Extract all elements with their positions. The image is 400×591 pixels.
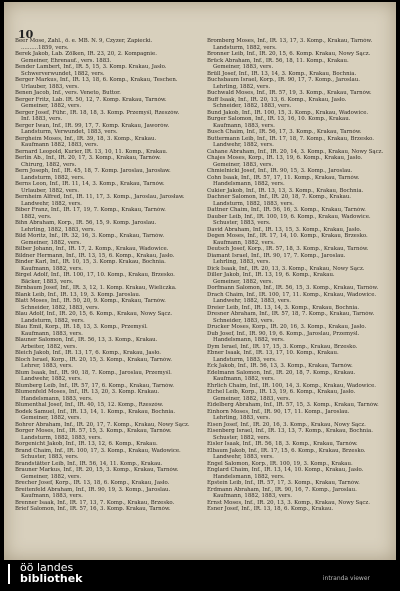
entry-line: Busch Chaim, Inf., IR. 56, 17, 3. Komp., Krakau, Tarnów. xyxy=(207,129,362,135)
entry-line: Schuster, 1883, vers. xyxy=(21,454,79,460)
entry-line: Kaufmann, 1882, 1883, vers. xyxy=(213,493,292,499)
page-number: 10 xyxy=(18,28,34,41)
entry-line: Blumberg Leib, Inf., IR. 57, 17, 6. Komp., Krakau, Tarnów. xyxy=(15,382,175,389)
entry-line: Lehrling, 1883, vers. xyxy=(213,415,271,421)
entry-line: Birgel Adolf, Inf., IR. 100, 17, 10. Komp., Krakau, Brzesko. xyxy=(15,272,175,278)
entry-line: Edelmann Salomon, Inf., IR. 20, 18, 7. Komp., Krakau. xyxy=(207,369,356,376)
entry-line: Gemeiner, 1882, vers. xyxy=(21,103,82,109)
entry-line: Bund Jakob, Inf., IR. 100, 15, 3. Komp., Krakau, Wadowice. xyxy=(207,109,369,116)
entry-line: Bohrer Abraham, Inf., IR. 20, 17, 7. Komp., Krakau, Nowy Sącz. xyxy=(15,421,190,428)
entry-line: Berlin Ab., Inf., IR. 20, 17, 3. Komp., Krakau, Tarnów. xyxy=(15,155,161,161)
entry-line: Binder Karl, Inf., IR. 10, 15, 3. Komp. Krakau, Bochnia. xyxy=(15,259,166,265)
entry-line: Dick Isaak, Inf., IR. 20, 13, 3. Komp., Krakau, Nowy Sącz. xyxy=(207,265,365,272)
entry-line: Lehrling, 1882, 1883, vers. xyxy=(21,226,96,233)
entry-line: Bernard Leopold, Kurier, IR. 13, 10, 11. Komp., Krakau. xyxy=(15,148,168,155)
entry-line: Landwehr, 1882, vers. xyxy=(21,376,82,382)
entry-line: Landsturm, 1883, vers. xyxy=(213,356,277,363)
entry-line: Blum Isaak, Inf., IR. 90, 18, 7. Komp., Jaroslau, Przemyśl. xyxy=(15,369,172,376)
entry-line: Blau Adolf, Inf., IR. 20, 15, 6. Komp., Krakau, Nowy Sącz. xyxy=(15,311,173,317)
entry-line: Dachner Salomon, Inf., IR. 20, 18, 7. Komp., Krakau. xyxy=(207,194,352,200)
entry-line: Esner Josef, Inf., IR. 13, 18, 6. Komp., Krakau. xyxy=(207,506,334,512)
entry-line: Cukier Jakob, Inf., IR. 13, 13, 3. Komp., Krakau, Bochnia. xyxy=(207,187,364,194)
entry-line: Landsturm, 1882, vers. xyxy=(213,44,277,51)
entry-line: Handelsmann, 1882, vers. xyxy=(213,473,285,480)
entry-line: Blumenthal Josef, Inf., IR. 40, 15, 12. Komp., Rzeszów. xyxy=(15,402,164,408)
entry-line: Biber Franz, Inf., IR. 17, 19, 7. Komp., Krakau, Tarnów. xyxy=(15,207,166,213)
entry-line: Brecher Josef, Korp., IR. 13, 18, 6. Komp., Krakau, Jasło. xyxy=(15,480,170,486)
entry-line: Bender Lambert, Inf., IR. 5, 15, 3. Komp. Krakau, Jasło. xyxy=(15,64,167,70)
entry-line: Berger Josef, Führ., IR. 18, 18, 3. Komp. Przemyśl, Rzeszów. xyxy=(15,109,180,116)
right-column xyxy=(207,38,387,513)
entry-line: Berger Iwan, Inf., IR. 99, 17, 7. Komp. Krakau, Jaworów. xyxy=(15,122,170,129)
entry-line: Drucker Moses, Korp., IR. 20, 16, 3. Komp., Krakau, Jasło. xyxy=(207,324,367,330)
entry-line: Bäcker, 1883, vers. xyxy=(21,278,74,285)
entry-line: Eisen Josef, Inf., IR. 20, 16, 3. Komp., Krakau, Nowy Sącz. xyxy=(207,421,366,428)
entry-line: Birnbaum Josef, Inf., IR. 3, 12, 1. Komp. Krakau, Wieliczka. xyxy=(15,285,177,291)
entry-line: David Abraham, Inf., IR. 13, 15, 3. Komp., Krakau, Jasło. xyxy=(207,226,362,233)
entry-line: Landwehr, 1882, vers. xyxy=(213,142,274,148)
entry-line: Kaufmann, 1883, vers. xyxy=(213,122,275,129)
logo-text-top: öö landes xyxy=(20,561,74,574)
entry-line: Cohn Isaak, Inf., IR. 57, 17, 11. Komp., Krakau, Tarnów. xyxy=(207,174,360,181)
entry-line: Landsturm, 1882, vers. xyxy=(21,317,85,324)
entry-line: Gemeiner, 1882, 1883, vers. xyxy=(213,395,291,402)
entry-line: Bernheim Alfred, Inf., IR. 11, 17, 3. Komp., Jaroslau, Jarosław. xyxy=(15,194,185,200)
entry-line: Einhorn Moses, Inf., IR. 90, 17, 11. Komp., Jaroslau. xyxy=(207,408,350,415)
entry-line: Beer Mose, Zahl., ö. e. MB. N. 9, Czyzer, Zapiecki. xyxy=(15,38,153,44)
entry-line: Lehrling, 1882, vers. xyxy=(213,83,271,90)
entry-line: Schneider, 1883, vers. xyxy=(213,317,275,324)
entry-line: Brauner Markus, Inf., IR. 20, 15, 3. Komp., Krakau, Tarnów. xyxy=(15,467,179,473)
entry-line: Brüll Josef, Inf., IR. 13, 14, 3. Komp., Krakau, Bochnia. xyxy=(207,70,357,77)
entry-line: Chmielnicki Josef, Inf., IR. 90, 15, 3. Komp., Jaroslau. xyxy=(207,168,353,174)
viewer-label[interactable]: intranda viewer xyxy=(322,575,370,582)
entry-line: Gemeiner, 1882, vers. xyxy=(21,239,82,246)
entry-line: Bilber Johann, Inf., IR. 17, 2. Komp., Krakau, Wadowice. xyxy=(15,246,169,252)
entry-line: Gemeiner, 1883, vers. xyxy=(213,161,274,168)
entry-line: Bleich Jakob, Inf., IR. 13, 17, 6. Komp., Krakau, Jasło. xyxy=(15,350,161,356)
entry-line: Ernst Moses, Inf., IR. 20, 13, 3. Komp., Krakau, Nowy Sącz. xyxy=(207,499,370,506)
entry-line: Bern Joseph, Inf., IR. 45, 18, 7. Komp. Jaroslau, Jarosław. xyxy=(15,168,171,174)
entry-line: Landwehr, 1883, vers. xyxy=(213,454,274,460)
entry-line: Brief Salomon, Inf., IR. 57, 16, 3. Komp. Krakau, Tarnów. xyxy=(15,506,171,512)
entry-line: Bloch Israel, Korp., IR. 20, 15, 3. Komp., Krakau, Tarnów. xyxy=(15,356,172,363)
entry-line: ..........1859, vers. xyxy=(21,44,69,51)
entry-line: Bildner Hermann, Inf., IR. 13, 15, 6. Komp., Krakau, Jasło. xyxy=(15,252,175,259)
entry-line: Brand Chaim, Inf., IR. 100, 17, 3. Komp., Krakau, Wadowice. xyxy=(15,447,181,454)
entry-line: Landwehr, 1882, vers. xyxy=(21,200,82,207)
entry-line: Landwehr, 1882, 1883, vers. xyxy=(213,298,291,304)
entry-line: Borgenicht Jakob, Inf., IR. 13, 12, 6. Komp., Krakau. xyxy=(15,441,158,447)
entry-line: Schneider, 1882, 1883, vers. xyxy=(213,103,292,109)
entry-line: Chirurg, 1882, vers. xyxy=(21,161,77,168)
entry-line: Schuster, 1883, vers. xyxy=(213,220,271,226)
entry-line: Dorfmann Salomon, Inf., IR. 56, 15, 3. Komp., Krakau, Tarnów. xyxy=(207,285,379,291)
entry-line: Gemeiner, 1882, vers. xyxy=(21,473,82,480)
entry-line: Epstein Leib, Inf., IR. 57, 17, 3. Komp., Krakau, Tarnów. xyxy=(207,480,360,486)
entry-line: Schwerverwundet, 1882, vers. xyxy=(21,70,105,77)
entry-line: Borger Moses, Inf., IR. 57, 15, 3. Komp., Krakau, Tarnów. xyxy=(15,428,172,434)
entry-line: Ehrlich Chaim, Inf., IR. 100, 14, 3. Komp., Krakau, Wadowice. xyxy=(207,382,376,389)
entry-line: Eidelberg Abraham, Inf., IR. 57, 15, 3. Komp., Krakau, Tarnów. xyxy=(207,402,379,408)
scanned-page xyxy=(4,2,396,560)
entry-line: Burger Salomon, Inf., IR. 13, 16, 10. Komp., Krakau. xyxy=(207,116,351,122)
entry-line: Urlauber, 1882, vers. xyxy=(21,187,80,194)
entry-line: Dub Josef, Inf., IR. 90, 19, 6. Komp., Jaroslau, Przemyśl. xyxy=(207,330,360,337)
entry-line: Buttermann Leib, Inf., IR. 17, 18, 7. Komp., Krakau, Brzesko. xyxy=(207,135,374,142)
entry-line: Deutsch Josef, Korp., IR. 57, 18, 3. Komp., Krakau, Tarnów. xyxy=(207,246,369,252)
entry-line: Brandstätter Leib, Inf., IR. 56, 14, 11. Komp., Krakau. xyxy=(15,460,163,467)
entry-line: Diller Jakob, Inf., IR. 13, 19, 6. Komp., Krakau. xyxy=(207,272,335,278)
entry-line: Landsturm, 1882, vers. xyxy=(21,174,85,181)
entry-line: Kaufmann, 1883, vers. xyxy=(21,330,83,337)
entry-line: Berns Leon, Inf., IR. 11, 14, 3. Komp., Krakau, Tarnów. xyxy=(15,181,165,187)
entry-line: Landsturm, Verwundet, 1883, vers. xyxy=(21,129,118,135)
entry-line: Dauber Leib, Inf., IR. 100, 19, 6. Komp., Krakau, Wadowice. xyxy=(207,213,371,220)
entry-line: Landsturm, 1882, 1883, vers. xyxy=(213,200,294,207)
entry-line: Erdmann Abraham, Inf., IR. 90, 16, 7. Komp., Jaroslau. xyxy=(207,486,357,493)
entry-line: Buff Isaak, Inf., IR. 20, 13, 6. Komp., Krakau, Jasło. xyxy=(207,96,347,103)
entry-line: Gemeiner, 1882, vers. xyxy=(213,278,274,285)
entry-line: Buchsbaum Israel, Korp., IR. 90, 17, 7. Komp., Jaroslau. xyxy=(207,77,360,83)
entry-line: Bergheim Moses, Inf., IR. 39, 18, 3. Komp., Krakau. xyxy=(15,135,157,142)
entry-line: Berger Markus, Inf., IR. 13, 18, 6. Komp., Krakau, Teschen. xyxy=(15,77,178,83)
entry-line: Eisenberg Israel, Inf., IR. 13, 13, 7. Komp., Krakau, Bochnia. xyxy=(207,428,373,434)
entry-line: Eichel Leib, Korp., IR. 13, 19, 6. Komp., Krakau, Jasło. xyxy=(207,389,356,395)
entry-line: Benen Jacob, Inf., vers. Veneto, Buttor. xyxy=(15,90,121,96)
entry-line: Landsturm, 1882, 1883, vers. xyxy=(21,434,102,441)
left-column xyxy=(15,38,191,513)
entry-line: Blauner Salomon, Inf., IR. 56, 13, 3. Komp., Krakau. xyxy=(15,337,158,343)
entry-line: Handelsmann, 1883, vers. xyxy=(21,395,93,402)
entry-line: Lehrling, 1883, vers. xyxy=(213,259,271,265)
entry-line: Diamant Israel, Inf., IR. 90, 17, 7. Komp., Jaroslau. xyxy=(207,252,346,259)
entry-line: Gemeiner, 1882, vers. xyxy=(21,415,82,421)
entry-line: Degen Moses, Inf., IR. 17, 14, 10. Komp., Krakau, Brzesko. xyxy=(207,233,368,239)
entry-line: Schneider, 1882, 1883, vers. xyxy=(21,304,100,311)
entry-line: Brenner Isaak, Inf., IR. 17, 13, 7. Komp., Krakau, Brzesko. xyxy=(15,499,175,506)
entry-line: Kaufmann, 1883, vers. xyxy=(21,493,83,499)
entry-line: Gemeiner, 1883, vers. xyxy=(213,64,274,70)
entry-line: Eck Jakob, Inf., IR. 56, 13, 3. Komp., Krakau, Tarnów. xyxy=(207,363,353,369)
entry-line: Handelsmann, 1882, vers. xyxy=(213,181,285,187)
library-logo[interactable] xyxy=(8,562,82,584)
entry-line: Brück Abraham, Inf., IR. 56, 18, 11. Komp., Krakau. xyxy=(207,57,349,64)
entry-line: Ebner Isaak, Inf., IR. 13, 17, 10. Komp., Krakau. xyxy=(207,350,339,356)
logo-mark-icon xyxy=(8,564,17,584)
entry-line: Inf. 1883, vers. xyxy=(21,116,63,122)
entry-line: Buchwald Moses, Inf., IR. 57, 19, 3. Komp., Krakau, Tarnów. xyxy=(207,90,372,96)
entry-line: Englard Chaim, Inf., IR. 13, 14, 10. Komp., Krakau, Jasło. xyxy=(207,467,364,473)
entry-line: Kaufmann, 1882, vers. xyxy=(213,376,275,382)
entry-line: Arbeiter, 1882, vers. xyxy=(21,343,78,350)
entry-line: Blank Leib, Inf., IR. 13, 19, 3. Komp. Jaroslau. xyxy=(15,291,141,298)
entry-line: Lehrer, 1883, vers. xyxy=(21,363,73,369)
entry-line: Bihn Abraham, Korp., IR. 56, 15, 9. Komp. Jaroslau. xyxy=(15,220,157,226)
entry-line: Dattner Chaim, Inf., IR. 56, 16, 3. Komp., Krakau, Tarnów. xyxy=(207,207,366,213)
entry-line: Dreier Leib, Inf., IR. 13, 14, 3. Komp., Krakau, Bochnia. xyxy=(207,304,360,311)
entry-line: Blatt Moses, Inf., IR. 50, 20, 9. Komp., Krakau, Tarnów. xyxy=(15,298,166,304)
entry-line: Elbaum Jakob, Inf., IR. 17, 15, 6. Komp., Krakau, Brzesko. xyxy=(207,447,366,454)
entry-line: Kaufmann 1882, 1883, vers. xyxy=(21,142,99,148)
entry-line: Drach Chaim, Inf., IR. 100, 17, 11. Komp., Krakau, Wadowice. xyxy=(207,291,377,298)
entry-line: Urlauber, 1883, vers. xyxy=(21,83,80,90)
entry-line: Berek Jakob, Lab. Zölken, IR. 23, 20, 2. Kompagnie. xyxy=(15,51,157,57)
logo-text-bottom: bibliothek xyxy=(20,572,83,585)
entry-line: Kaufmann, 1882, vers. xyxy=(213,239,275,246)
entry-line: Bronner Leib, Inf., IR. 20, 15, 6. Komp. Krakau, Nowy Sącz. xyxy=(207,51,371,57)
entry-line: Dym Israel, Inf., IR. 17, 15, 3. Komp., Krakau, Brzesko. xyxy=(207,343,358,350)
entry-line: Cahane Abraham, Inf., IR. 20, 14, 3. Komp., Krakau, Nowy Sącz. xyxy=(207,148,384,155)
entry-line: 1882, vers. xyxy=(21,213,52,220)
entry-line: Eisler Isaak, Inf., IR. 56, 18, 3. Komp., Krakau, Tarnów. xyxy=(207,441,358,447)
entry-line: Bild Moritz, Inf., IR. 32, 16, 3. Komp., Krakau, Tarnów. xyxy=(15,233,165,239)
entry-line: Bromberg Moses, Inf., IR. 13, 17, 3. Komp., Krakau, Tarnów. xyxy=(207,38,373,44)
entry-line: Schuster, 1882, vers. xyxy=(213,434,271,441)
entry-line: Bodek Samuel, Inf., IR. 13, 14, 1. Komp., Krakau, Bochnia. xyxy=(15,408,176,415)
entry-line: Breitenfeld Abraham, Inf., IR. 90, 19, 3. Komp., Jaroslau. xyxy=(15,486,171,493)
entry-line: Handelsmann, 1882, vers. xyxy=(213,337,285,343)
entry-line: Blumenfeld Moses, Inf., IR. 13, 20, 3. Komp. Krakau. xyxy=(15,389,160,395)
entry-line: Berger Fritz, Lab. IR. 50, 12, 7. Komp. Krakau, Tarnów. xyxy=(15,96,167,103)
entry-line: Dresner Abraham, Inf., IR. 57, 18, 7. Komp., Krakau, Tarnów. xyxy=(207,311,375,317)
entry-line: Chajes Moses, Korp., IR. 13, 19, 6. Komp., Krakau, Jasło. xyxy=(207,155,363,161)
entry-line: Kaufmann, 1882, vers. xyxy=(21,265,83,272)
entry-line: Gemeiner, Ehrenauf., vers. 1883. xyxy=(21,57,112,64)
entry-line: Engel Salomon, Korp., IR. 100, 19, 3. Komp., Krakau. xyxy=(207,460,353,467)
entry-line: Blau Emil, Korp., IR. 18, 13, 3. Komp., Przemyśl. xyxy=(15,324,148,330)
